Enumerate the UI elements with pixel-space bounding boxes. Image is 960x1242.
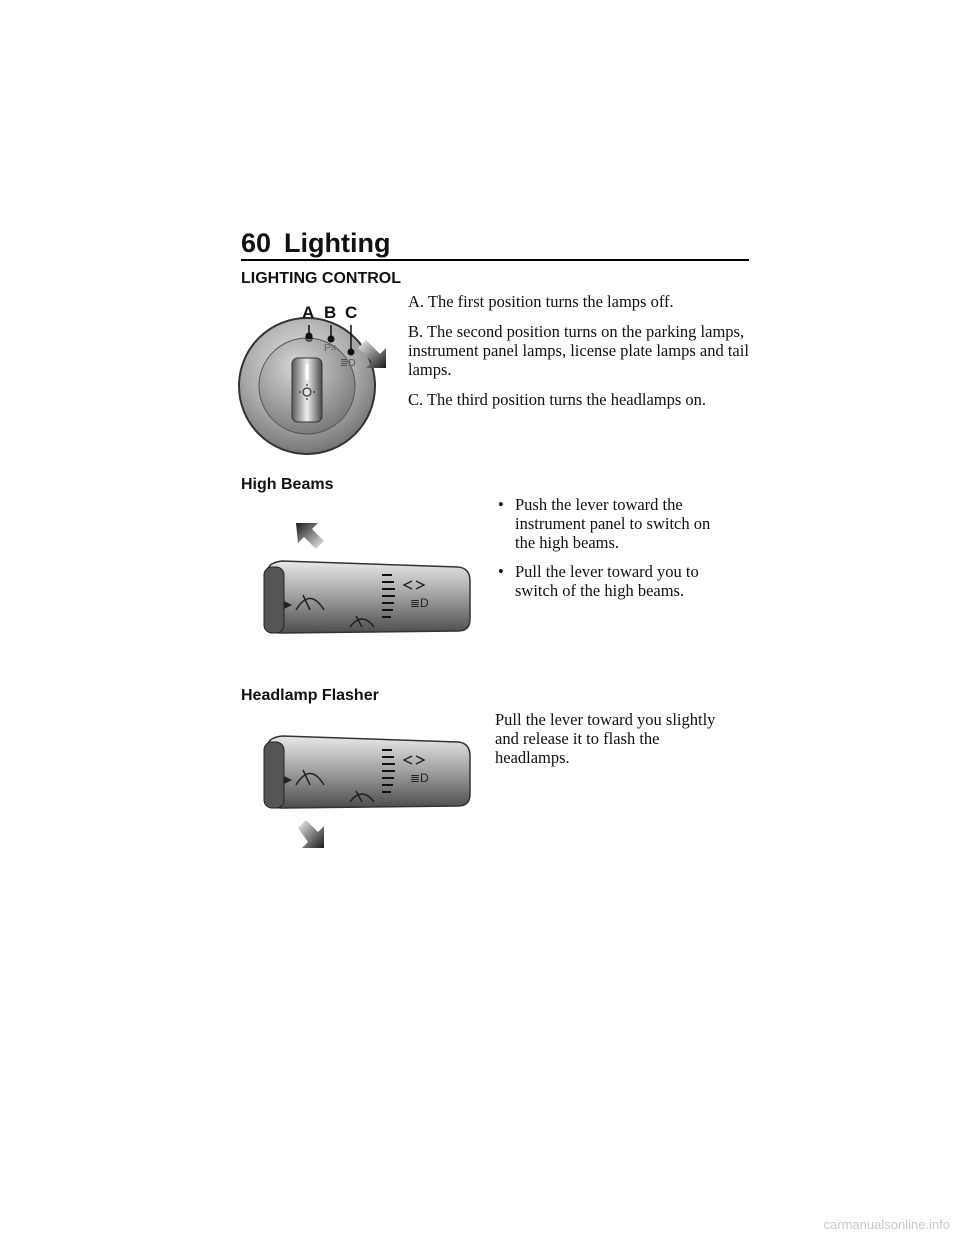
lighting-control-heading: LIGHTING CONTROL bbox=[241, 270, 401, 287]
watermark bbox=[0, 1216, 960, 1234]
list-item: • Pull the lever toward you to switch of the high beams. bbox=[498, 562, 699, 600]
position-c-text: C. The third position turns the headlamps on. bbox=[408, 390, 707, 409]
lighting-control-text bbox=[408, 292, 753, 420]
push-arrow-icon bbox=[296, 523, 324, 549]
label-a: A bbox=[302, 303, 315, 322]
headlamp-flasher-heading: Headlamp Flasher bbox=[241, 687, 379, 704]
header-rule bbox=[241, 259, 749, 261]
label-c: C bbox=[345, 303, 358, 322]
position-a-text: A. The first position turns the lamps off. bbox=[408, 292, 674, 311]
list-item: • Push the lever toward the instrument panel to switch on the high beams. bbox=[498, 495, 711, 552]
high-beam-icon: ≣D bbox=[410, 771, 429, 785]
pull-arrow-icon bbox=[298, 820, 324, 848]
parking-lamp-icon: P≡ bbox=[324, 343, 337, 354]
headlamp-icon: ≣D bbox=[340, 358, 356, 369]
push-lever-text: Push the lever toward the instrument panel to switch on the high beams. bbox=[515, 495, 711, 552]
headlamp-flasher-text: Pull the lever toward you slightly and release it to flash the headlamps. bbox=[495, 710, 716, 767]
multifunction-lever-pull-illustration bbox=[258, 718, 478, 856]
high-beam-icon: ≣D bbox=[410, 596, 429, 610]
watermark-text: carmanualsonline.info bbox=[823, 1217, 950, 1232]
pull-lever-text: Pull the lever toward you to switch of the high beams. bbox=[515, 562, 699, 600]
page-number: 60 bbox=[241, 228, 272, 258]
headlamp-switch-illustration bbox=[236, 292, 396, 462]
label-b: B bbox=[324, 303, 337, 322]
chapter-title: Lighting bbox=[284, 228, 391, 258]
high-beams-heading: High Beams bbox=[241, 476, 334, 493]
high-beams-text bbox=[495, 495, 725, 610]
multifunction-lever-push-illustration bbox=[258, 515, 478, 645]
position-b-text: B. The second position turns on the parking lamps, instrument panel lamps, license plate lamps and tail lamps. bbox=[408, 322, 749, 379]
